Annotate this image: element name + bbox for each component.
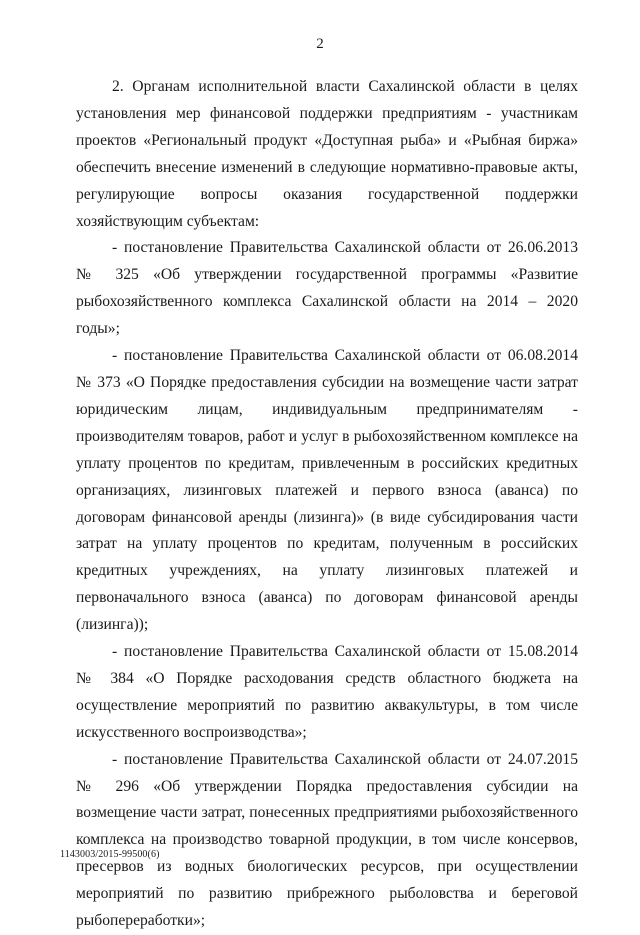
paragraph-intro: 2. Органам исполнительной власти Сахалинской области в целях установления мер финансовой поддержки предприятиям - участникам проектов «Региональный продукт «Доступная рыба» и «Рыбная биржа» обеспечить внесение изменений в следующие нормативно-правовые акты, регулирующие вопросы оказания государственной поддержки хозяйствующим субъектам: — [76, 78, 578, 230]
paragraph-resolution-373: - постановление Правительства Сахалинской области от 06.08.2014 № 373 «О Порядке предоставления субсидии на возмещение части затрат юридическим лицам, индивидуальным предпринимателям - производителям товаров, работ и услуг в рыбохозяйственном комплексе на уплату процентов по кредитам, привлеченным в российских кредитных организациях, лизинговых платежей и первого взноса (аванса) по договорам финансовой аренды (лизинга)» (в виде субсидирования части затрат на уплату процентов по кредитам, полученным в российских кредитных учреждениях, на уплату лизинговых платежей и первоначального взноса (аванса) по договорам финансовой аренды (лизинга)); — [76, 347, 578, 634]
paragraph-resolution-296: - постановление Правительства Сахалинской области от 24.07.2015 № 296 «Об утверждении Порядка предоставления субсидии на возмещение части затрат, понесенных предприятиями рыбохозяйственного комплекса на производство товарной продукции, в том числе консервов, пресервов из водных биологических ресурсов, при осуществлении мероприятий по развитию прибрежного рыболовства и береговой рыбопереработки»; — [76, 750, 578, 930]
document-body — [76, 74, 578, 935]
page-number: 2 — [316, 36, 324, 52]
paragraph-resolution-325: - постановление Правительства Сахалинской области от 26.06.2013 № 325 «Об утверждении государственной программы «Развитие рыбохозяйственного комплекса Сахалинской области на 2014 – 2020 годы»; — [76, 239, 578, 338]
document-code: 1143003/2015-99500(6) — [60, 849, 160, 860]
paragraph-resolution-384: - постановление Правительства Сахалинской области от 15.08.2014 № 384 «О Порядке расходования средств областного бюджета на осуществление мероприятий по развитию аквакультуры, в том числе искусственного воспроизводства»; — [76, 643, 578, 741]
